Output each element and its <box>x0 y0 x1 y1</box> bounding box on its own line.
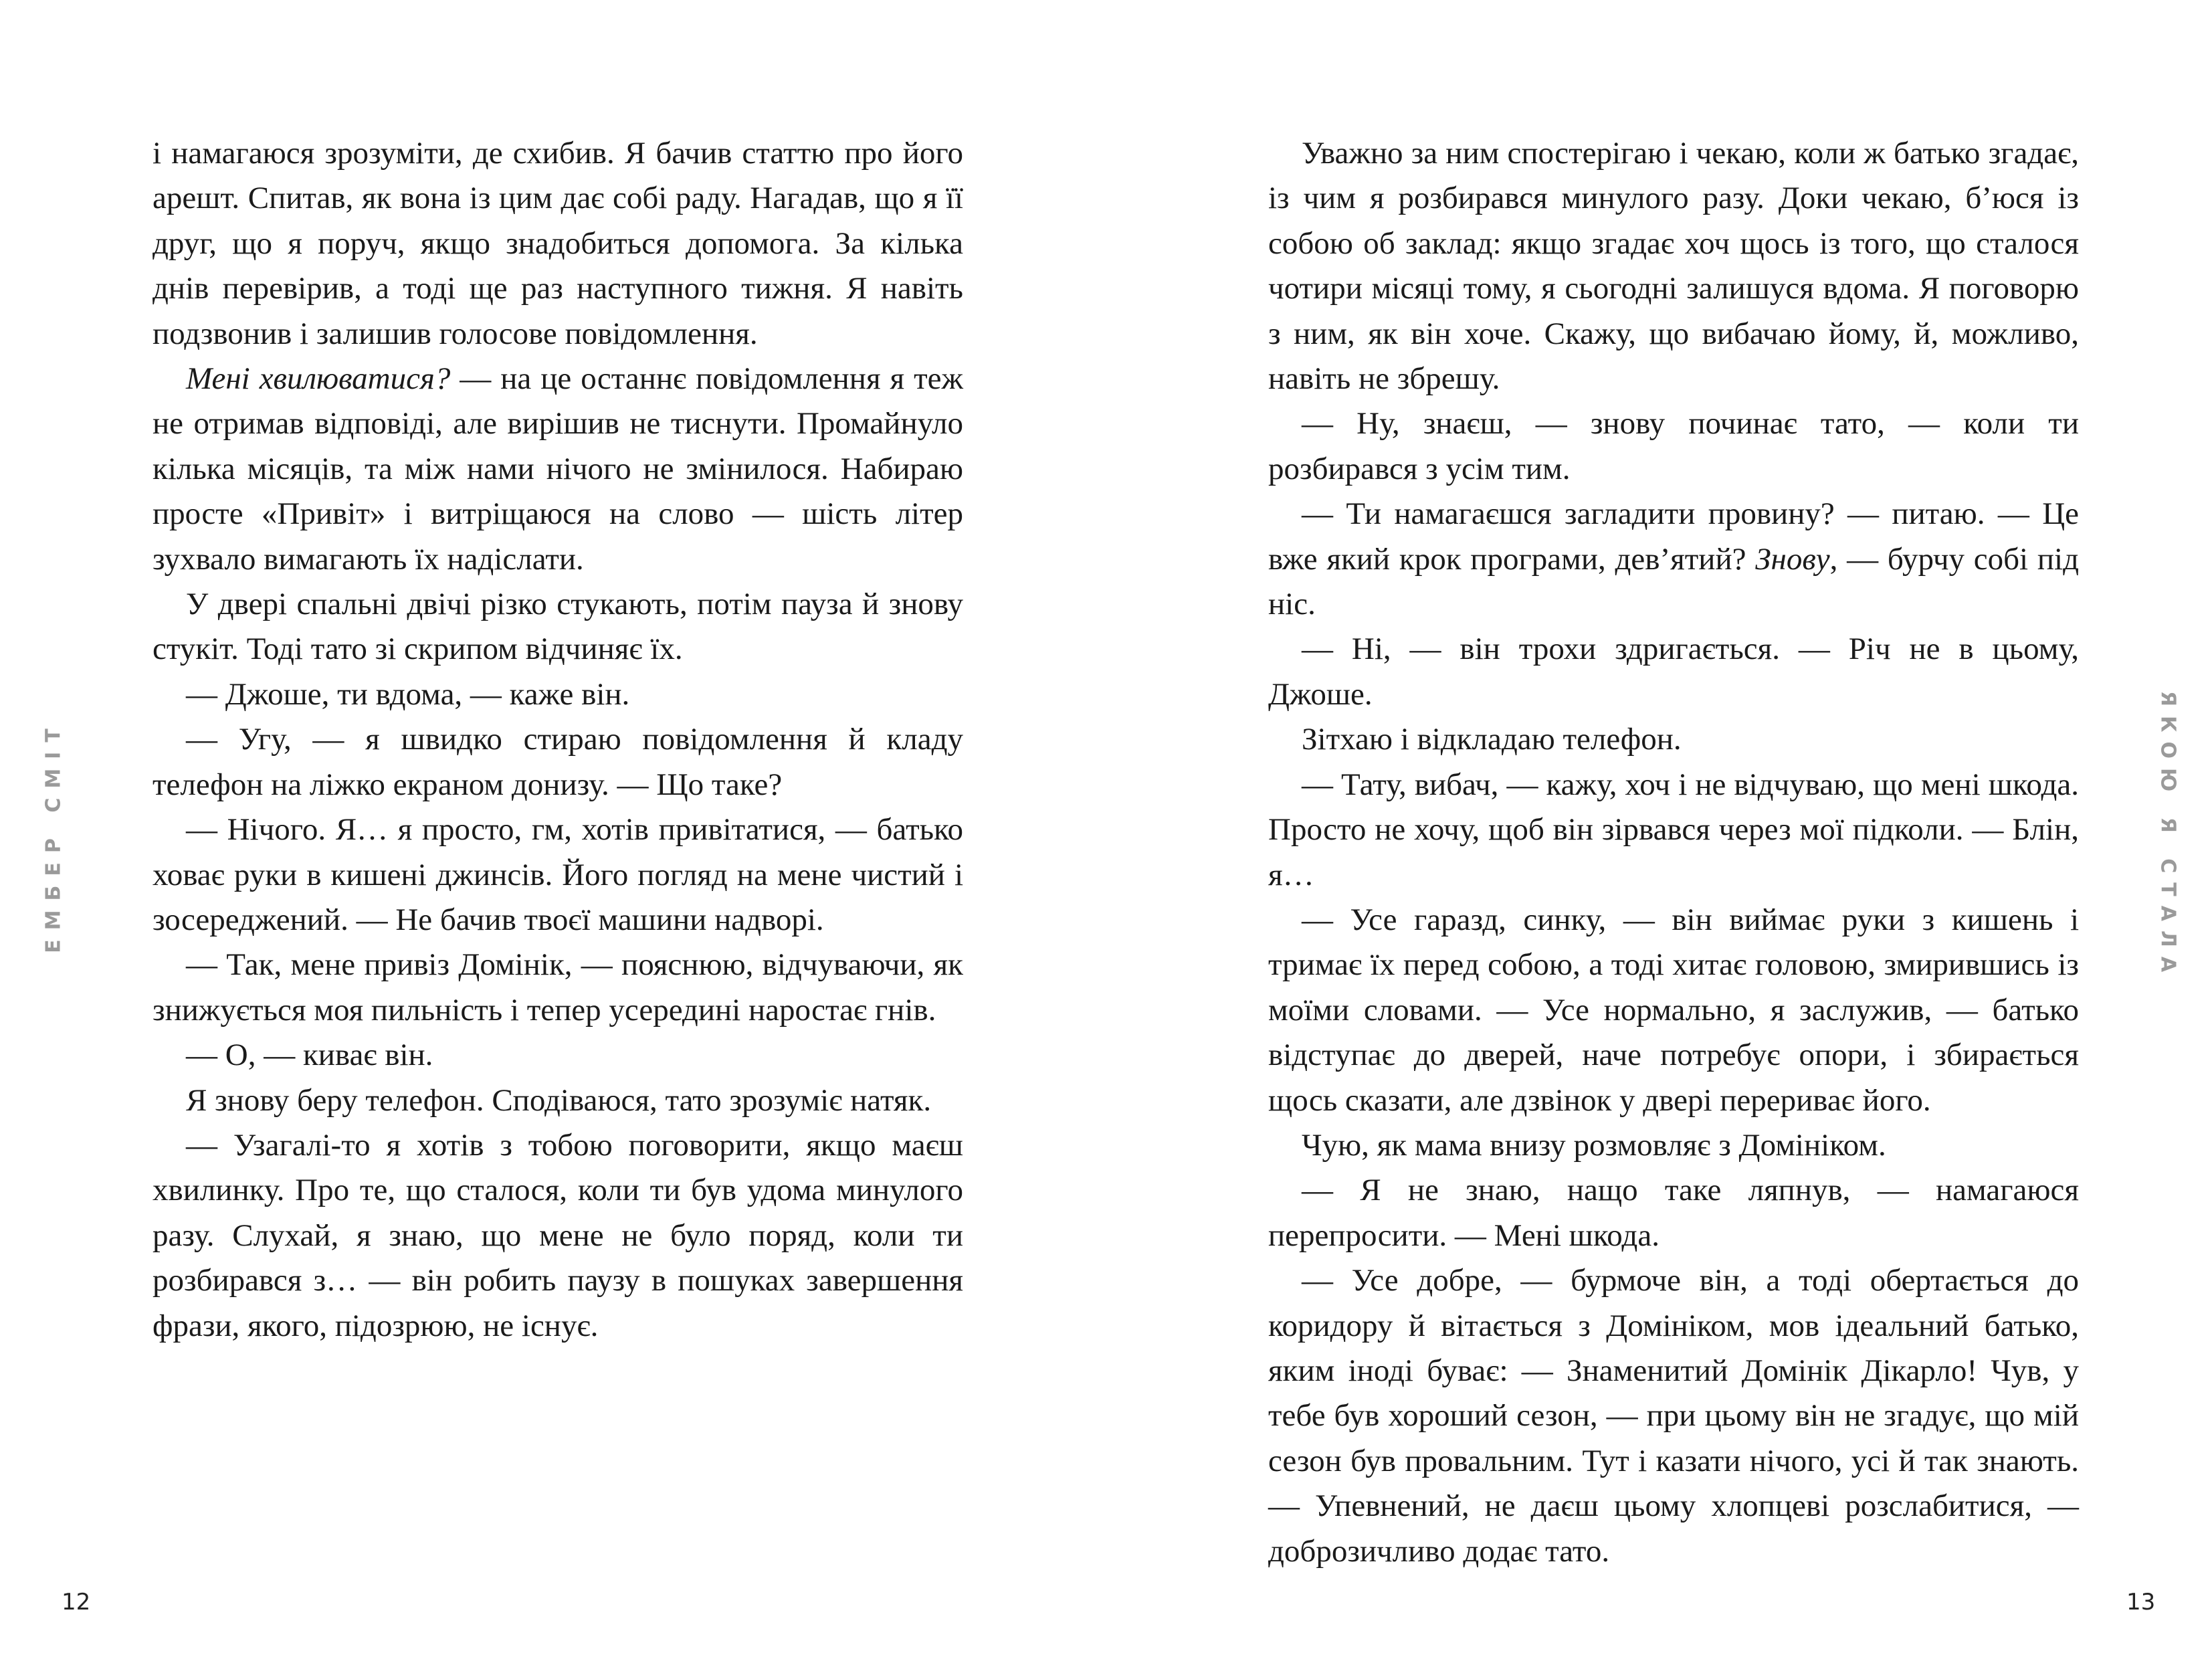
paragraph: Уважно за ним спостерігаю і чекаю, коли ж батько згадає, із чим я розбирався минулого разу. Доки чекаю, б’юся із собою об заклад: якщо згадає хоч щось із того, що сталося чотири місяці тому, я сьогодні залишуся вдома. Я поговорю з ним, як він хоче. Скажу, що вибачаю йому, й, можливо, навіть не збрешу. <box>1268 136 2079 397</box>
paragraph: — Нічого. Я… я просто, гм, хотів привітатися, — батько ховає руки в кишені джинсів. Його погляд на мене чистий і зосереджений. — Не бачив твоєї машини надворі. <box>153 812 963 937</box>
paragraph: Зітхаю і відкладаю телефон. <box>1302 722 1682 757</box>
left-page-text <box>153 131 963 1349</box>
paragraph: — Я не знаю, нащо таке ляпнув, — намагаюся перепросити. — Мені шкода. <box>1268 1173 2079 1253</box>
paragraph: — Усе добре, — бурмоче він, а тоді обертається до коридору й вітається з Домініком, мов ідеальний батько, яким іноді буває: — Знаменитий Домінік Дікарло! Чув, у тебе був хороший сезон, — при цьому він не згадує, що мій сезон був провальним. Тут і казати нічого, усі й так знають. — Упевнений, не даєш цьому хлопцеві розслабитися, — доброзичливо додає тато. <box>1268 1263 2079 1569</box>
paragraph: У двері спальні двічі різко стукають, потім пауза й знову стукіт. Тоді тато зі скрипом відчиняє їх. <box>153 587 963 667</box>
paragraph: Чую, як мама внизу розмовляє з Домініком. <box>1302 1127 1886 1163</box>
paragraph: і намагаюся зрозуміти, де схибив. Я бачив статтю про його арешт. Спитав, як вона із цим дає собі раду. Нагадав, що я її друг, що я поруч, якщо знадобиться допомога. За кілька днів перевірив, а тоді ще раз наступного тижня. Я навіть подзвонив і залишив голосове повідомлення. <box>153 136 963 351</box>
paragraph: — Джоше, ти вдома, — каже він. <box>186 676 630 712</box>
paragraph: Я знову беру телефон. Сподіваюся, тато зрозуміє натяк. <box>186 1082 932 1118</box>
paragraph: — Угу, — я швидко стираю повідомлення й кладу телефон на ліжко екраном донизу. — Що таке? <box>153 722 963 802</box>
paragraph: — Так, мене привіз Домінік, — пояснюю, відчуваючи, як знижується моя пильність і тепер усередині наростає гнів. <box>153 947 963 1028</box>
paragraph: — О, — киває він. <box>186 1038 433 1073</box>
paragraph: — Ну, знаєш, — знову починає тато, — коли ти розбирався з усім тим. <box>1268 406 2079 486</box>
paragraph: — Ти намагаєшся загладити провину? — питаю. — Це вже який крок програми, дев’ятий? Знову, — бурчу собі під ніс. <box>1268 496 2079 622</box>
right-page-text <box>1268 131 2079 1574</box>
paragraph: — Узагалі-то я хотів з тобою поговорити, якщо маєш хвилинку. Про те, що сталося, коли ти був удома минулого разу. Слухай, я знаю, що мене не було поряд, коли ти розбирався з… — він робить паузу в пошуках завершення фрази, якого, підозрюю, не існує. <box>153 1127 963 1343</box>
paragraph: — Тату, вибач, — кажу, хоч і не відчуваю, що мені шкода. Просто не хочу, щоб він зірвався через мої підколи. — Блін, я… <box>1268 767 2079 892</box>
page-number: 12 <box>62 1589 91 1616</box>
paragraph: — Ні, — він трохи здригається. — Річ не в цьому, Джоше. <box>1268 631 2079 712</box>
right-page <box>1106 0 2212 1659</box>
paragraph: — Усе гаразд, синку, — він виймає руки з кишень і тримає їх перед собою, а тоді хитає головою, змирившись із моїми словами. — Усе нормально, я заслужив, — батько відступає до дверей, наче потребує опори, і збирається щось сказати, але дзвінок у двері перериває його. <box>1268 902 2079 1118</box>
running-head-title: ЯКОЮ Я СТАЛА <box>2156 690 2180 982</box>
page-number: 13 <box>2126 1589 2156 1616</box>
running-head-author: ЕМБЕР СМІТ <box>41 719 66 953</box>
paragraph: Мені хвилюватися? — на це останнє повідомлення я теж не отримав відповіді, але вирішив не тиснути. Промайнуло кілька місяців, та між нами нічого не змінилося. Набираю просте «Привіт» і витріщаюся на слово — шість літер зухвало вимагають їх надіслати. <box>153 361 963 577</box>
